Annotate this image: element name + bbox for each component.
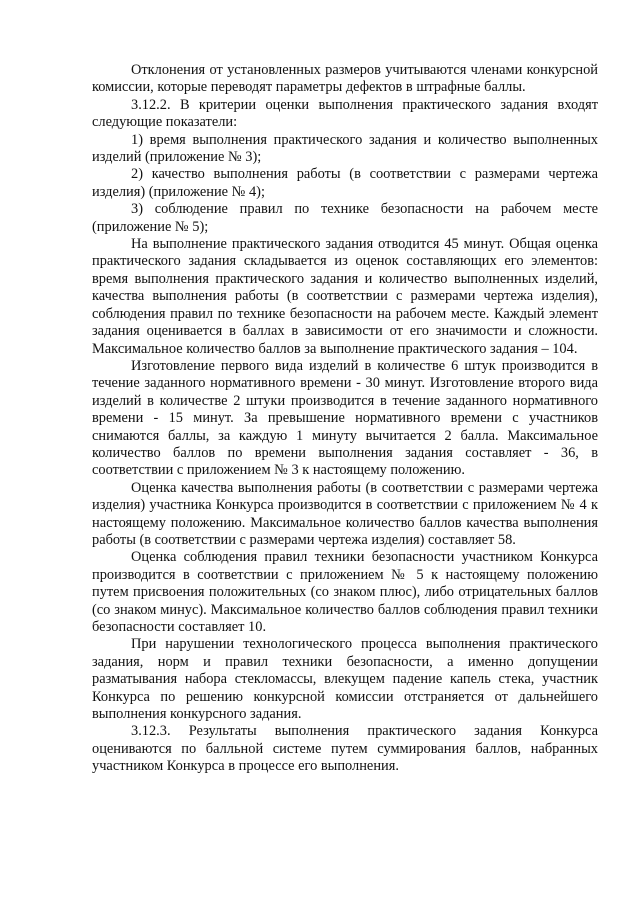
paragraph-production-time: Изготовление первого вида изделий в количестве 6 штук производится в течение заданного нормативного времени - 30 минут. Изготовление второго вида изделий в количестве 2 штуки производится в течение заданного нормативного времени - 15 минут. За превышение нормативного времени с участников снимаются баллы, за каждую 1 минуту вычитается 2 балла. Максимальное количество баллов по времени выполнения задания составляет - 36, в соответствии с приложением № 3 к настоящему положению. [92, 357, 598, 479]
paragraph-quality-assessment: Оценка качества выполнения работы (в соответствии с размерами чертежа изделия) участника Конкурса производится в соответствии с приложением № 4 к настоящему положению. Максимальное количество баллов качества выполнения работы (в соответствии с размерами чертежа изделия) составляет 58. [92, 479, 598, 548]
paragraph-deviations: Отклонения от установленных размеров учитываются членами конкурсной комиссии, которые переводят параметры дефектов в штрафные баллы. [92, 62, 598, 96]
paragraph-criterion-time: 1) время выполнения практического задания и количество выполненных изделий (приложение № 3); [92, 131, 598, 166]
paragraph-criteria-heading: 3.12.2. В критерии оценки выполнения практического задания входят следующие показатели: [92, 96, 598, 131]
paragraph-safety-assessment: Оценка соблюдения правил техники безопасности участником Конкурса производится в соответствии с приложением № 5 к настоящему положению путем присвоения положительных (со знаком плюс), либо отрицательных баллов (со знаком минус). Максимальное количество баллов соблюдения правил техники безопасности составляет 10. [92, 549, 598, 635]
paragraph-results: 3.12.3. Результаты выполнения практического задания Конкурса оцениваются по балльной системе путем суммирования баллов, набранных участником Конкурса в процессе его выполнения. [92, 723, 598, 775]
paragraph-violation-removal: При нарушении технологического процесса выполнения практического задания, норм и правил техники безопасности, а именно допущении разматывания набора стекломассы, влекущем падение капель стека, участник Конкурса по решению конкурсной комиссии отстраняется от дальнейшего выполнения конкурсного задания. [92, 636, 598, 723]
paragraph-criterion-safety: 3) соблюдение правил по технике безопасности на рабочем месте (приложение № 5); [92, 201, 598, 235]
paragraph-criterion-quality: 2) качество выполнения работы (в соответствии с размерами чертежа изделия) (приложение № 4); [92, 166, 598, 200]
document-page [92, 62, 598, 776]
paragraph-time-allotted: На выполнение практического задания отводится 45 минут. Общая оценка практического задания складывается из оценок составляющих его элементов: время выполнения практического задания и количество выполненных изделий, качества выполнения работы (в соответствии с размерами чертежа изделия), соблюдения правил по технике безопасности на рабочем месте. Каждый элемент задания оценивается в баллах в зависимости от его значимости и сложности. Максимальное количество баллов за выполнение практического задания – 104. [92, 236, 598, 357]
